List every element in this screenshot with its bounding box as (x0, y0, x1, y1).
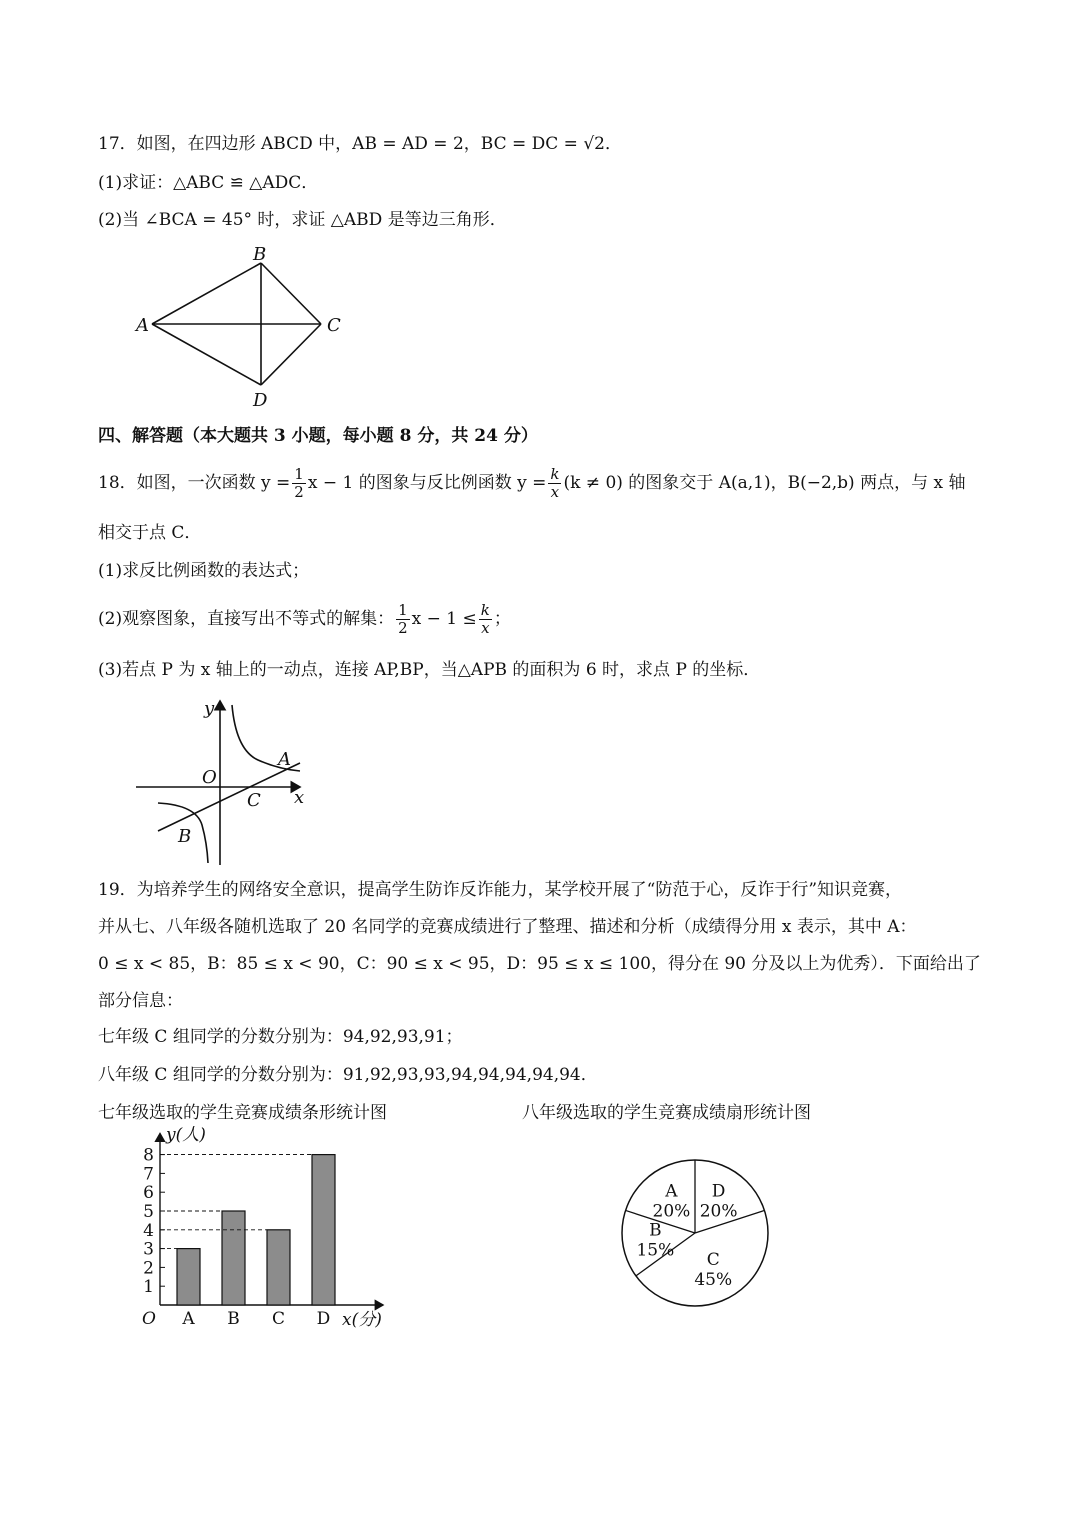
q19-grade8-c-scores: 八年级 C 组同学的分数分别为：91,92,93,93,94,94,94,94,94． (98, 1065, 598, 1085)
q18-frac-den: 2 (294, 483, 304, 501)
q18-frac-k: k (550, 465, 560, 483)
q18-point-b-label: B (178, 826, 192, 847)
pie-percent-B: 15% (636, 1240, 675, 1261)
x-tick-label: A (182, 1309, 195, 1329)
q18-part2 (98, 600, 511, 638)
q18-part2-frac-k: k (480, 601, 490, 619)
bar-D (312, 1155, 335, 1305)
pie-label-A: A (665, 1181, 678, 1202)
q17-quadrilateral-figure (128, 240, 358, 415)
q18-part2-frac-den: 2 (398, 619, 408, 637)
bar-chart-origin-label: O (142, 1309, 156, 1329)
q19-line4: 部分信息： (98, 991, 183, 1011)
q18-frac-x: x (550, 483, 560, 501)
pie-label-D: D (711, 1181, 726, 1202)
pie-percent-A: 20% (652, 1201, 691, 1222)
q18-frac-num: 1 (294, 465, 304, 483)
pie-label-C: C (706, 1249, 720, 1270)
q18-fraction-k-over-x (548, 466, 561, 501)
y-tick-label: 2 (143, 1258, 154, 1279)
q18-stem-part-b: x − 1 的图象与反比例函数 y = (307, 473, 547, 493)
section-heading: 四、解答题（本大题共 3 小题，每小题 8 分，共 24 分） (98, 426, 538, 446)
x-tick-label: C (271, 1309, 286, 1329)
pie-chart-title: 八年级选取的学生竞赛成绩扇形统计图 (522, 1103, 811, 1123)
q18-part2-c: ； (493, 609, 511, 629)
q18-part2-a: (2)观察图象，直接写出不等式的解集： (98, 609, 395, 629)
bar-chart-title: 七年级选取的学生竞赛成绩条形统计图 (98, 1103, 387, 1123)
q18-point-a-label: A (278, 749, 291, 770)
q17-label-b: B (253, 244, 267, 265)
x-tick-label: B (227, 1309, 240, 1329)
grade8-pie-chart (600, 1140, 790, 1330)
q18-axis-x-label: x (294, 787, 305, 808)
q18-part2-frac-num: 1 (398, 601, 408, 619)
bar-chart-x-label: x(分) (342, 1310, 382, 1330)
q17-label-a: A (136, 315, 149, 336)
pie-percent-C: 45% (694, 1269, 733, 1290)
q18-origin-label: O (202, 767, 217, 788)
grade7-bar-chart (128, 1120, 418, 1342)
q18-point-c-label: C (247, 790, 261, 811)
q18-part2-b: x − 1 ≤ (411, 609, 477, 629)
y-tick-label: 4 (143, 1220, 154, 1241)
pie-label-B: B (649, 1220, 662, 1241)
q18-part1: (1)求反比例函数的表达式； (98, 561, 310, 581)
y-tick-label: 6 (143, 1183, 154, 1204)
q18-axis-y-label: y (204, 698, 215, 719)
q18-part2-fraction-half (396, 602, 410, 637)
q17-part2: (2)当 ∠BCA = 45° 时，求证 △ABD 是等边三角形． (98, 210, 507, 230)
q17-stem: 17．如图，在四边形 ABCD 中，AB = AD = 2，BC = DC = √2． (98, 134, 622, 154)
q17-part1: (1)求证：△ABC ≌ △ADC． (98, 173, 319, 193)
x-tick-label: D (316, 1309, 331, 1329)
q18-stem (98, 464, 966, 502)
bar-chart-y-label: y(人) (166, 1125, 206, 1145)
q18-function-graph (128, 695, 328, 870)
pie-percent-D: 20% (699, 1201, 738, 1222)
q17-label-c: C (327, 315, 341, 336)
q19-line1: 19．为培养学生的网络安全意识，提高学生防诈反诈能力，某学校开展了“防范于心，反诈于行”知识竞赛， (98, 880, 903, 900)
y-tick-label: 3 (143, 1239, 154, 1260)
bar-B (222, 1211, 245, 1305)
q18-stem-part-a: 18．如图，一次函数 y = (98, 473, 291, 493)
q19-line3: 0 ≤ x < 85，B：85 ≤ x < 90，C：90 ≤ x < 95，D：95 ≤ x ≤ 100，得分在 90 分及以上为优秀）．下面给出了 (98, 954, 981, 974)
q18-stem-part-c: (k ≠ 0) 的图象交于 A(a,1)，B(−2,b) 两点，与 x 轴 (563, 473, 966, 493)
q18-part2-frac-x: x (481, 619, 490, 637)
q18-part2-fraction-k-over-x (479, 602, 492, 637)
q19-grade7-c-scores: 七年级 C 组同学的分数分别为：94,92,93,91； (98, 1027, 463, 1047)
y-tick-label: 8 (143, 1145, 154, 1166)
q19-line2: 并从七、八年级各随机选取了 20 名同学的竞赛成绩进行了整理、描述和分析（成绩得分用 x 表示，其中 A： (98, 917, 917, 937)
q17-label-d: D (253, 390, 268, 411)
q18-stem-line2: 相交于点 C． (98, 523, 202, 543)
y-tick-label: 1 (143, 1277, 154, 1298)
bar-C (267, 1230, 290, 1305)
q18-fraction-half (292, 466, 306, 501)
y-tick-label: 5 (143, 1202, 154, 1222)
q18-part3: (3)若点 P 为 x 轴上的一动点，连接 AP,BP，当△APB 的面积为 6 时，求点 P 的坐标． (98, 660, 761, 680)
y-tick-label: 7 (143, 1164, 154, 1185)
bar-A (177, 1249, 200, 1305)
